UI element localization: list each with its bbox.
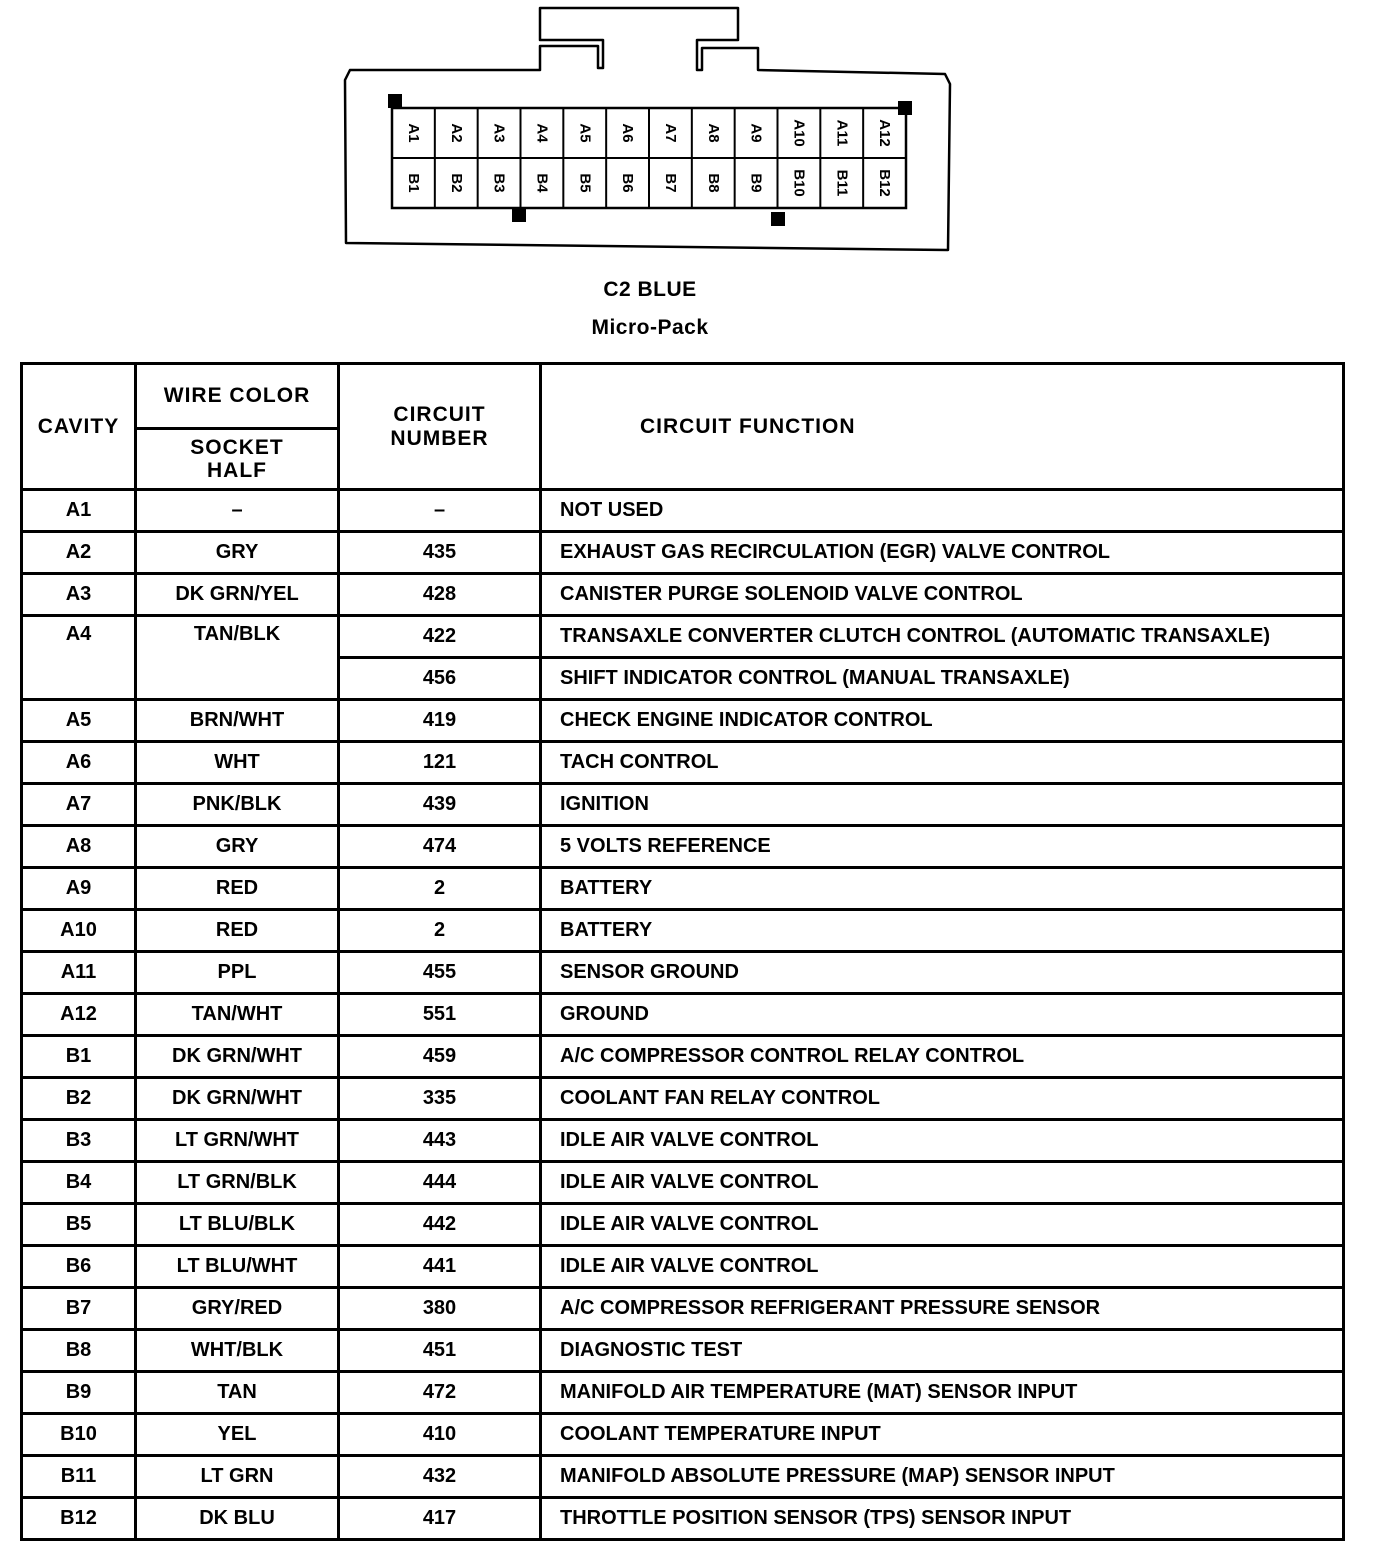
pin-label-a7: A7 xyxy=(661,123,679,143)
cell-circuit-function: COOLANT TEMPERATURE INPUT xyxy=(541,1414,1344,1456)
cell-circuit-function: 5 VOLTS REFERENCE xyxy=(541,826,1344,868)
table-row xyxy=(22,490,1344,532)
pin-grid xyxy=(392,108,906,208)
cell-circuit-function: SENSOR GROUND xyxy=(541,952,1344,994)
pin-label-b7: B7 xyxy=(661,173,679,193)
cell-circuit-number: 443 xyxy=(339,1120,541,1162)
cell-wire-color: WHT/BLK xyxy=(136,1330,339,1372)
cell-circuit-number: 2 xyxy=(339,868,541,910)
cell-circuit-function: GROUND xyxy=(541,994,1344,1036)
cell-cavity: B12 xyxy=(22,1498,136,1540)
table-row xyxy=(22,952,1344,994)
header-socket-half xyxy=(136,429,339,490)
pin-label-a5: A5 xyxy=(576,123,594,143)
cell-circuit-function: THROTTLE POSITION SENSOR (TPS) SENSOR INPUT xyxy=(541,1498,1344,1540)
cell-circuit-number: 428 xyxy=(339,574,541,616)
cell-cavity: B10 xyxy=(22,1414,136,1456)
pin-label-b11: B11 xyxy=(833,169,851,197)
cell-cavity: A11 xyxy=(22,952,136,994)
connector-type: Micro-Pack xyxy=(591,316,709,339)
cell-cavity: A4 xyxy=(22,616,136,700)
cell-circuit-number: 472 xyxy=(339,1372,541,1414)
cell-wire-color: DK GRN/WHT xyxy=(136,1078,339,1120)
cell-circuit-number: 417 xyxy=(339,1498,541,1540)
cell-wire-color: YEL xyxy=(136,1414,339,1456)
cell-cavity: A1 xyxy=(22,490,136,532)
cell-circuit-function: IDLE AIR VALVE CONTROL xyxy=(541,1246,1344,1288)
pin-label-a6: A6 xyxy=(619,123,637,143)
pin-label-b5: B5 xyxy=(576,173,594,193)
cell-circuit-number: 422 xyxy=(339,616,541,658)
cell-wire-color: RED xyxy=(136,868,339,910)
cell-circuit-number: 444 xyxy=(339,1162,541,1204)
cell-circuit-function: IDLE AIR VALVE CONTROL xyxy=(541,1162,1344,1204)
cell-wire-color: TAN xyxy=(136,1372,339,1414)
cell-circuit-function: COOLANT FAN RELAY CONTROL xyxy=(541,1078,1344,1120)
table-row xyxy=(22,1456,1344,1498)
cell-circuit-function: NOT USED xyxy=(541,490,1344,532)
cell-wire-color: TAN/BLK xyxy=(136,616,339,700)
cell-circuit-function: IGNITION xyxy=(541,784,1344,826)
pinout-table-body xyxy=(22,490,1344,1540)
cell-circuit-function: MANIFOLD ABSOLUTE PRESSURE (MAP) SENSOR INPUT xyxy=(541,1456,1344,1498)
cell-circuit-number: 410 xyxy=(339,1414,541,1456)
table-row xyxy=(22,1246,1344,1288)
cell-circuit-number: 474 xyxy=(339,826,541,868)
connector-diagram xyxy=(0,0,1376,270)
cell-circuit-function: DIAGNOSTIC TEST xyxy=(541,1330,1344,1372)
cell-wire-color: GRY xyxy=(136,532,339,574)
pin-label-b6: B6 xyxy=(619,173,637,193)
cell-cavity: A7 xyxy=(22,784,136,826)
cell-circuit-function: TRANSAXLE CONVERTER CLUTCH CONTROL (AUTOMATIC TRANSAXLE) xyxy=(541,616,1344,658)
cell-circuit-number: 432 xyxy=(339,1456,541,1498)
table-row xyxy=(22,616,1344,658)
table-row xyxy=(22,574,1344,616)
table-row xyxy=(22,1036,1344,1078)
cell-cavity: A5 xyxy=(22,700,136,742)
pin-label-a8: A8 xyxy=(704,123,722,143)
cell-circuit-function: SHIFT INDICATOR CONTROL (MANUAL TRANSAXLE) xyxy=(541,658,1344,700)
pin-label-b10: B10 xyxy=(790,169,808,197)
cell-circuit-function: EXHAUST GAS RECIRCULATION (EGR) VALVE CONTROL xyxy=(541,532,1344,574)
cell-circuit-number: 121 xyxy=(339,742,541,784)
table-row xyxy=(22,784,1344,826)
table-row xyxy=(22,1288,1344,1330)
pin-label-b12: B12 xyxy=(876,169,894,197)
table-row xyxy=(22,826,1344,868)
cell-wire-color: – xyxy=(136,490,339,532)
cell-cavity: A6 xyxy=(22,742,136,784)
cell-wire-color: LT GRN/BLK xyxy=(136,1162,339,1204)
cell-wire-color: PPL xyxy=(136,952,339,994)
cell-wire-color: TAN/WHT xyxy=(136,994,339,1036)
key-mark-bottom-right xyxy=(771,212,785,226)
cell-circuit-number: 551 xyxy=(339,994,541,1036)
cell-circuit-function: IDLE AIR VALVE CONTROL xyxy=(541,1120,1344,1162)
cell-circuit-number: 335 xyxy=(339,1078,541,1120)
key-mark-top-left xyxy=(388,94,402,108)
table-row xyxy=(22,700,1344,742)
cell-circuit-number: 442 xyxy=(339,1204,541,1246)
header-socket-half-text: SOCKET HALF xyxy=(190,436,284,482)
cell-circuit-function: IDLE AIR VALVE CONTROL xyxy=(541,1204,1344,1246)
pin-label-a2: A2 xyxy=(447,123,465,143)
cell-cavity: A2 xyxy=(22,532,136,574)
cell-cavity: A8 xyxy=(22,826,136,868)
cell-wire-color: WHT xyxy=(136,742,339,784)
cell-wire-color: LT GRN/WHT xyxy=(136,1120,339,1162)
cell-circuit-function: BATTERY xyxy=(541,910,1344,952)
pin-label-b4: B4 xyxy=(533,173,551,193)
table-row xyxy=(22,742,1344,784)
cell-wire-color: RED xyxy=(136,910,339,952)
pin-label-b8: B8 xyxy=(704,173,722,193)
cell-circuit-number: 439 xyxy=(339,784,541,826)
key-mark-bottom-left xyxy=(512,208,526,222)
table-row xyxy=(22,1078,1344,1120)
cell-circuit-number: 455 xyxy=(339,952,541,994)
pin-label-b9: B9 xyxy=(747,173,765,193)
pin-label-b1: B1 xyxy=(404,173,422,193)
cell-circuit-function: TACH CONTROL xyxy=(541,742,1344,784)
cell-cavity: B1 xyxy=(22,1036,136,1078)
cell-circuit-number: 435 xyxy=(339,532,541,574)
pin-label-a9: A9 xyxy=(747,123,765,143)
pin-label-b2: B2 xyxy=(447,173,465,193)
header-circuit-number xyxy=(339,364,541,490)
cell-cavity: A12 xyxy=(22,994,136,1036)
cell-wire-color: LT BLU/WHT xyxy=(136,1246,339,1288)
table-row xyxy=(22,1372,1344,1414)
cell-cavity: B7 xyxy=(22,1288,136,1330)
cell-cavity: B2 xyxy=(22,1078,136,1120)
cell-cavity: A3 xyxy=(22,574,136,616)
cell-circuit-function: BATTERY xyxy=(541,868,1344,910)
table-row xyxy=(22,1120,1344,1162)
cell-wire-color: DK BLU xyxy=(136,1498,339,1540)
table-row xyxy=(22,910,1344,952)
table-row xyxy=(22,1162,1344,1204)
cell-circuit-number: – xyxy=(339,490,541,532)
cell-cavity: B6 xyxy=(22,1246,136,1288)
key-mark-top-right xyxy=(898,101,912,115)
pin-label-a11: A11 xyxy=(833,119,851,147)
cell-wire-color: BRN/WHT xyxy=(136,700,339,742)
header-circuit-function: CIRCUIT FUNCTION xyxy=(541,364,1344,490)
cell-cavity: B8 xyxy=(22,1330,136,1372)
table-row xyxy=(22,1204,1344,1246)
table-row xyxy=(22,532,1344,574)
pin-label-a12: A12 xyxy=(876,119,894,147)
cell-circuit-number: 441 xyxy=(339,1246,541,1288)
cell-cavity: B5 xyxy=(22,1204,136,1246)
cell-cavity: A9 xyxy=(22,868,136,910)
table-row xyxy=(22,1414,1344,1456)
pin-label-a3: A3 xyxy=(490,123,508,143)
cell-cavity: B3 xyxy=(22,1120,136,1162)
cell-wire-color: DK GRN/YEL xyxy=(136,574,339,616)
cell-cavity: B11 xyxy=(22,1456,136,1498)
header-cavity: CAVITY xyxy=(22,364,136,490)
cell-circuit-function: CHECK ENGINE INDICATOR CONTROL xyxy=(541,700,1344,742)
cell-circuit-number: 380 xyxy=(339,1288,541,1330)
cell-wire-color: LT GRN xyxy=(136,1456,339,1498)
table-row xyxy=(22,868,1344,910)
header-wire-color: WIRE COLOR xyxy=(136,364,339,429)
cell-cavity: A10 xyxy=(22,910,136,952)
cell-circuit-function: CANISTER PURGE SOLENOID VALVE CONTROL xyxy=(541,574,1344,616)
pin-label-b3: B3 xyxy=(490,173,508,193)
cell-wire-color: GRY xyxy=(136,826,339,868)
cell-circuit-number: 2 xyxy=(339,910,541,952)
cell-wire-color: GRY/RED xyxy=(136,1288,339,1330)
cell-circuit-number: 459 xyxy=(339,1036,541,1078)
cell-circuit-number: 451 xyxy=(339,1330,541,1372)
pin-label-a1: A1 xyxy=(404,123,422,143)
header-circuit-number-text: CIRCUIT NUMBER xyxy=(390,402,489,450)
cell-circuit-function: MANIFOLD AIR TEMPERATURE (MAT) SENSOR INPUT xyxy=(541,1372,1344,1414)
table-row xyxy=(22,1498,1344,1540)
cell-cavity: B4 xyxy=(22,1162,136,1204)
connector-name: C2 BLUE xyxy=(603,278,697,301)
pin-label-a4: A4 xyxy=(533,123,551,143)
pin-label-a10: A10 xyxy=(790,119,808,147)
cell-circuit-number: 419 xyxy=(339,700,541,742)
cell-circuit-function: A/C COMPRESSOR CONTROL RELAY CONTROL xyxy=(541,1036,1344,1078)
cell-circuit-function: A/C COMPRESSOR REFRIGERANT PRESSURE SENSOR xyxy=(541,1288,1344,1330)
cell-cavity: B9 xyxy=(22,1372,136,1414)
cell-wire-color: LT BLU/BLK xyxy=(136,1204,339,1246)
pinout-table xyxy=(20,362,1345,1541)
cell-wire-color: DK GRN/WHT xyxy=(136,1036,339,1078)
table-row xyxy=(22,1330,1344,1372)
cell-wire-color: PNK/BLK xyxy=(136,784,339,826)
cell-circuit-number: 456 xyxy=(339,658,541,700)
table-row xyxy=(22,994,1344,1036)
